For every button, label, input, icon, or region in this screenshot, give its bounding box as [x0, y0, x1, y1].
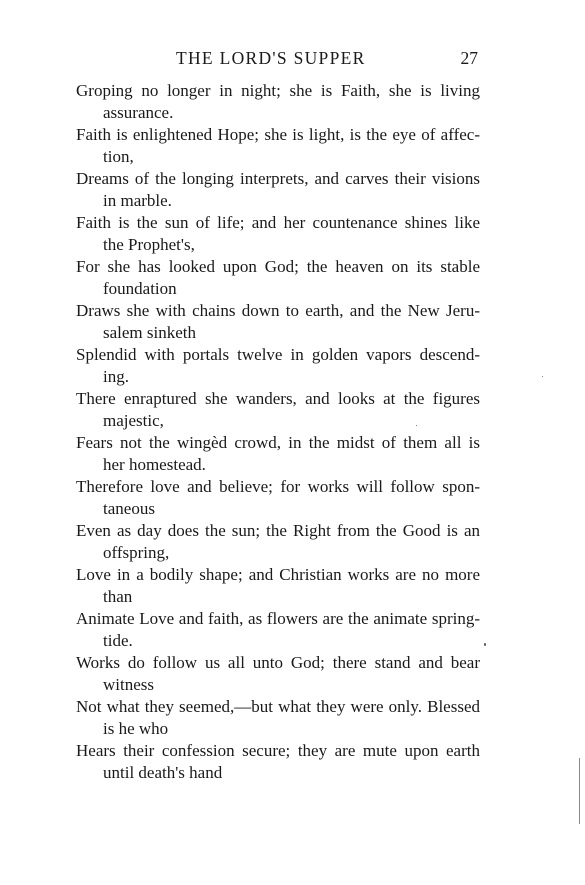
- poem-line-continuation: salem sinketh: [103, 323, 197, 342]
- poem-line: Love in a bodily shape; and Christian works are no more: [76, 565, 480, 584]
- print-speck: [416, 425, 417, 426]
- poem-line: Draws she with chains down to earth, and the New Jeru-: [76, 301, 480, 320]
- poem-line-continuation: taneous: [103, 499, 155, 518]
- running-title: THE LORD'S SUPPER: [176, 48, 366, 68]
- poem-line: Hears their confession secure; they are mute upon earth: [76, 741, 480, 760]
- poem-line: There enraptured she wanders, and looks at the figures: [76, 389, 480, 408]
- poem-line: Fears not the wingèd crowd, in the midst of them all is: [76, 433, 480, 452]
- running-head: [76, 48, 480, 74]
- poem-line: Animate Love and faith, as flowers are the animate spring-: [76, 609, 480, 628]
- print-speck: [484, 643, 486, 646]
- poem-line: For she has looked upon God; the heaven on its stable: [76, 257, 480, 276]
- poem-line-continuation: tion,: [103, 147, 134, 166]
- poem-line-continuation: offspring,: [103, 543, 170, 562]
- poem-line-continuation: tide.: [103, 631, 133, 650]
- poem-line-continuation: until death's hand: [103, 763, 223, 782]
- poem-line: Faith is the sun of life; and her countenance shines like: [76, 213, 480, 232]
- poem-line-continuation: the Prophet's,: [103, 235, 195, 254]
- poem-line-continuation: ing.: [103, 367, 129, 386]
- poem-line-continuation: witness: [103, 675, 154, 694]
- poem-line-continuation: in marble.: [103, 191, 172, 210]
- poem-line: Even as day does the sun; the Right from the Good is an: [76, 521, 480, 540]
- poem-line: Therefore love and believe; for works will follow spon-: [76, 477, 480, 496]
- poem-line-continuation: than: [103, 587, 133, 606]
- page-edge-mark: [579, 758, 580, 824]
- poem-line-continuation: assurance.: [103, 103, 174, 122]
- poem-line-continuation: is he who: [103, 719, 169, 738]
- poem-line-continuation: majestic,: [103, 411, 164, 430]
- poem-line: Splendid with portals twelve in golden vapors descend-: [76, 345, 480, 364]
- poem-line-continuation: foundation: [103, 279, 177, 298]
- print-speck: [542, 376, 543, 377]
- poem-line: Faith is enlightened Hope; she is light, is the eye of affec-: [76, 125, 480, 144]
- poem-line: Groping no longer in night; she is Faith, she is living: [76, 81, 480, 100]
- poem-text: [76, 80, 480, 784]
- poem-line: Works do follow us all unto God; there stand and bear: [76, 653, 480, 672]
- poem-line: Not what they seemed,—but what they were only. Blessed: [76, 697, 480, 716]
- page-number: 27: [460, 48, 478, 68]
- poem-line: Dreams of the longing interprets, and carves their visions: [76, 169, 480, 188]
- poem-line-continuation: her homestead.: [103, 455, 206, 474]
